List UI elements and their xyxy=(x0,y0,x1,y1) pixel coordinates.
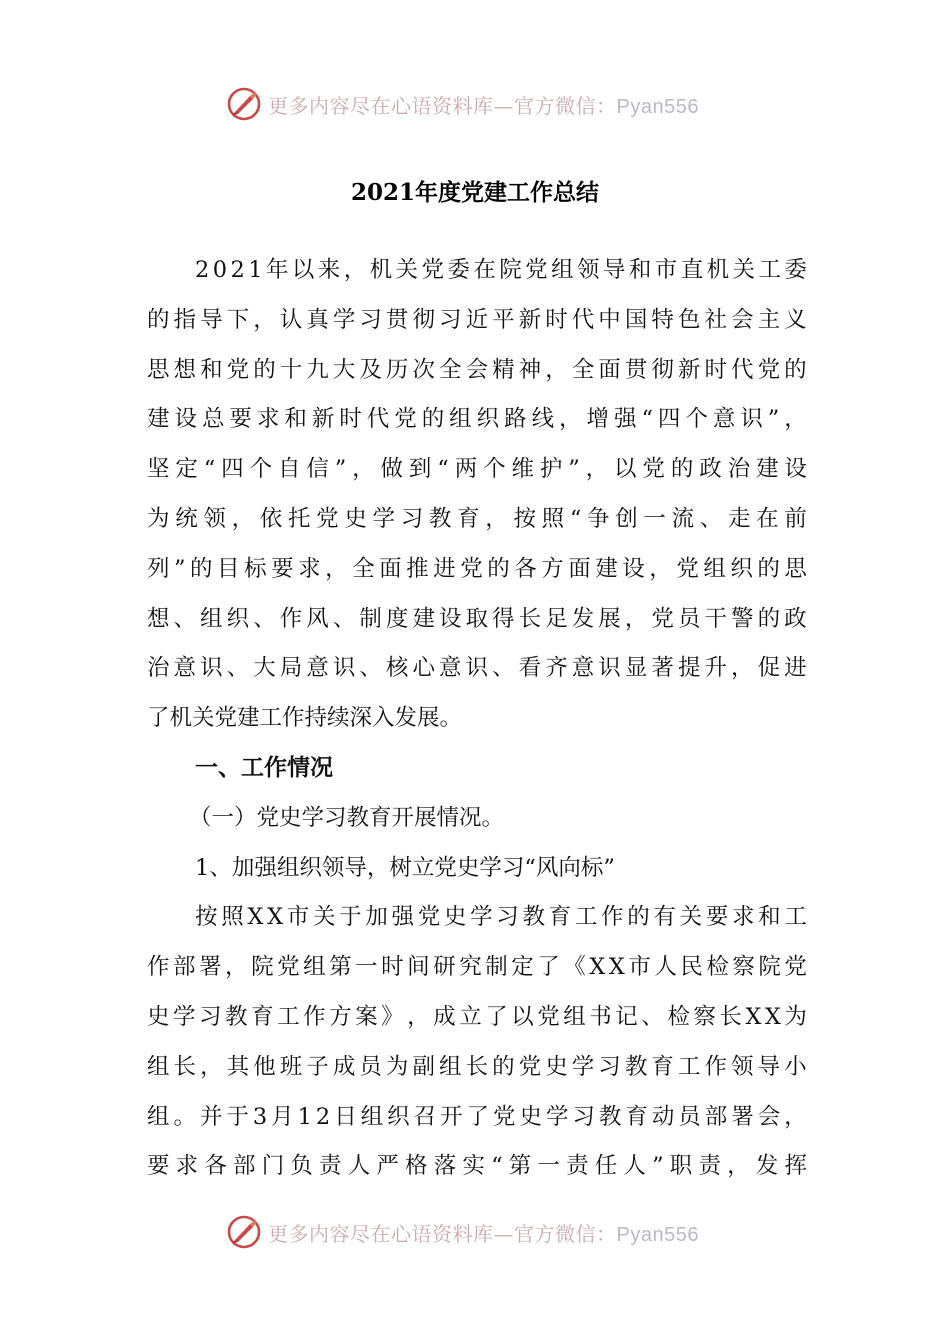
text-line: 建 设 总 要 求 和 新 时 代 党 的 组 织 路 线 ， 增 强 “ 四 个 意 识 ” ， xyxy=(147,406,807,433)
text-line: 组 长 ， 其 他 班 子 成 员 为 副 组 长 的 党 史 学 习 教 育 工 作 领 导 小 xyxy=(147,1053,807,1080)
text-line: 组 。 并 于 3 月 1 2 日 组 织 召 开 了 党 史 学 习 教 育 动 员 部 署 会 ， xyxy=(147,1103,807,1130)
text-line: 思 想 和 党 的 十 九 大 及 历 次 全 会 精 神 ， 全 面 贯 彻 新 时 代 党 的 xyxy=(147,356,807,383)
text-line: 的 指 导 下 ， 认 真 学 习 贯 彻 习 近 平 新 时 代 中 国 特 色 社 会 主 义 xyxy=(147,306,807,333)
section-heading: 一、工作情况 xyxy=(195,754,333,781)
watermark-banner-bottom xyxy=(226,1212,746,1252)
item-heading: 1、加强组织领导，树立党史学习“风向标” xyxy=(195,854,615,881)
text-line: 史 学 习 教 育 工 作 方 案 》 ， 成 立 了 以 党 组 书 记 、 检 察 长 X X 为 xyxy=(147,1003,807,1030)
text-line: 要 求 各 部 门 负 责 人 严 格 落 实 “ 第 一 责 任 人 ” 职 责 ， 发 挥 xyxy=(147,1153,807,1180)
watermark-text: 更多内容尽在心语资料库—官方微信：Pyan556 xyxy=(268,93,699,118)
text-line: 为 统 领 ， 依 托 党 史 学 习 教 育 ， 按 照 “ 争 创 一 流 、 走 在 前 xyxy=(147,505,807,532)
body-paragraph xyxy=(147,893,807,1192)
subsection-heading: （一）党史学习教育开展情况。 xyxy=(189,804,505,831)
text-line: 想 、 组 织 、 作 风 、 制 度 建 设 取 得 长 足 发 展 ， 党 员 干 警 的 政 xyxy=(147,605,807,632)
quill-logo-icon xyxy=(226,1214,262,1250)
text-line: 了机关党建工作持续深入发展。 xyxy=(147,705,463,732)
wechat-id: Pyan556 xyxy=(616,95,699,118)
text-line: 按 照 X X 市 关 于 加 强 党 史 学 习 教 育 工 作 的 有 关 要 求 和 工 xyxy=(195,904,807,931)
watermark-banner-top xyxy=(226,84,746,124)
wechat-id: Pyan556 xyxy=(616,1223,699,1246)
watermark-text: 更多内容尽在心语资料库—官方微信：Pyan556 xyxy=(268,1221,699,1246)
text-line: 列 ” 的 目 标 要 求 ， 全 面 推 进 党 的 各 方 面 建 设 ， 党 组 织 的 思 xyxy=(147,555,807,582)
document-title: 2021年度党建工作总结 xyxy=(350,179,599,206)
text-line: 作 部 署 ， 院 党 组 第 一 时 间 研 究 制 定 了 《 X X 市 人 民 检 察 院 党 xyxy=(147,954,807,981)
text-line: 治 意 识 、 大 局 意 识 、 核 心 意 识 、 看 齐 意 识 显 著 提 升 ， 促 进 xyxy=(147,655,807,682)
intro-paragraph xyxy=(147,246,807,744)
text-line: 2 0 2 1 年 以 来 ， 机 关 党 委 在 院 党 组 领 导 和 市 直 机 关 工 委 xyxy=(195,257,807,283)
text-line: 坚 定 “ 四 个 自 信 ” ， 做 到 “ 两 个 维 护 ” ， 以 党 的 政 治 建 设 xyxy=(147,456,807,483)
quill-logo-icon xyxy=(226,86,262,122)
document-body xyxy=(147,246,807,1192)
